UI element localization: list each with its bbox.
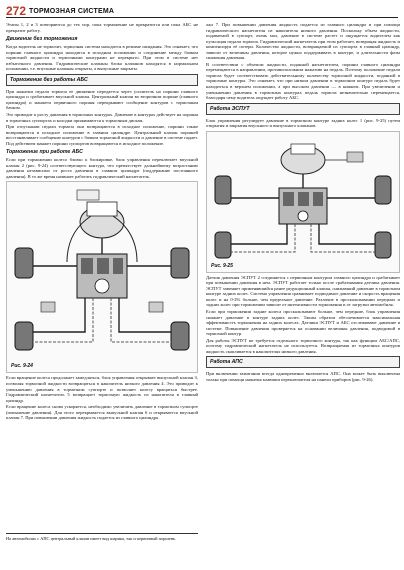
- paragraph-braking-3: При отпускании педали тормоза они возвращаются в исходное положение, поршни также возвращаются в исходное положение в главном цилиндре. Центральный клапан поршней восстанавливает сообщение контуров с бачком тормозной жидкости и давление в системе падает. Под действием манжет поршни суппортов возвращаются в исходное положение.: [6, 124, 198, 146]
- paragraph-espu-1: Блок управления регулирует давление в тормозном контуре задних колес 1 (рис. 9-25) путем открытия и закрытия впускного и выпускного клапанов.: [206, 117, 400, 129]
- paragraph-no-braking: Когда водитель не тормозит, тормозная система находится в режиме ожидания. Это означает, что поршни главного цилиндра находятся в исходном положении и соединение между бачком тормозной жидкости и тормозными контурами не перекрыто. При этом в системе нет избыточного давления. Гидравлические клапаны блока клапанов находятся в нормальном положении, т.е. впускные клапаны открыты, а выпускные закрыты.: [6, 44, 198, 72]
- heading-braking-with-abs: Торможение при работе АБС: [6, 149, 83, 156]
- heading-espu-box: [206, 103, 400, 115]
- paragraph-braking-1: При нажатии педали тормоза ее движение передается через усилитель на поршни главного цилиндра и срабатывает впускной клапан. Центральный клапан во вторичном поршне (главного цилиндра) и манжета первичного поршня перекрывают сообщение контуров с тормозным бачком.: [6, 88, 198, 111]
- paragraph-abs-2: Если вращение колеса продолжает замедляться, блок управления открывает выпускной клапан 3, позволяя тормозной жидкости возвращаться в накопитель низкого давления 4. Это приводит к уменьшению давления в тормозном суппорте и позволяет колесу вращаться быстрее. Гидравлический нагнетатель 5 возвращает тормозную жидкость из накопителя в главный цилиндр.: [6, 375, 198, 403]
- figure-9-24: [6, 181, 198, 373]
- figure-9-25: [206, 131, 400, 273]
- paragraph-aps: При включении зажигания всегда одновременно включается АПС. Она может быть выключена только при помощи нажатия клавиши переключателя на панели приборов (рис. 9-26).: [206, 371, 400, 382]
- heading-braking-without-abs-box: [6, 74, 198, 86]
- intro-paragraph: Этапы 1, 2 и 3 повторяются до тех пор, пока торможение не прекратится или пока АБС не прекратит работу.: [6, 22, 198, 33]
- right-column: [206, 22, 400, 384]
- abs-hydraulic-diagram: [7, 182, 197, 370]
- heading-aps: Работа АПС: [210, 359, 243, 366]
- footnote: [6, 533, 198, 542]
- page-title: ТОРМОЗНАЯ СИСТЕМА: [29, 8, 115, 15]
- paragraph-abs-3: Если вращение колеса снова ускоряется, необходимо увеличить давление в тормозном суппорте (повышение давления). Для этого перекрывается выпускной клапан 6 и открывается впускной клапан 7. При повышении давления жидкость подается из главного цилиндра.: [6, 404, 198, 421]
- figure-9-25-caption: Рис. 9-25: [211, 262, 233, 269]
- page-number: 272: [6, 4, 27, 18]
- paragraph-continued-2: В соответствии с объемом жидкости, поданной нагнетателем, поршни главного цилиндра перемещаются в направлении, противоположном нажатию на педаль. Поэтому положение педали тормоза будет соответствовать действительному количеству тормозной жидкости, поданной в тормозные контуры. Это означает, что при низком давлении в тормозном контуре педаль будет находиться в верхнем положении, а при высоком давлении — в нижнем. При увеличении и уменьшении давления в тормозных контурах педаль тормоза незначительно перемещается, благодаря чему водитель ощущает работу АБС.: [206, 61, 400, 101]
- paragraph-abs-1: Если при торможении колесо близко к блокировке, блок управления переключает впускной клапан 2 (рис. 9-24) соответствующего контура, что препятствует дальнейшему возрастанию давления независимо от роста давления в главном цилиндре (поддержание постоянного давления). В то же время начинает работать гидравлический нагнетатель.: [6, 157, 198, 179]
- left-column: [6, 22, 198, 422]
- paragraph-espu-4: Для работы ЭСПУТ не требуется отдельного тормозного контура, так как функции АБС/АПС, поэтому гидравлический нагнетатель не используется. Возвращаемая из тормозных контуров жидкость скапливается в накопителях низкого давления.: [206, 337, 400, 354]
- espu-hydraulic-diagram: [207, 132, 399, 270]
- figure-9-24-caption: Рис. 9-24: [11, 363, 33, 370]
- page-header: [6, 3, 398, 18]
- paragraph-espu-3: Если при торможении задние колеса проскальзывают больше, чем передние, блок управления снижает давление в контуре задних колес. Таким образом обеспечивается максимальная эффективность торможения на задних колесах. Датчики ЭСПУТ и АБС отслеживают давление в системе. Повышение давления проверяется на основании величины давления, подводимой в тормозной контур.: [206, 309, 400, 337]
- heading-aps-box: [206, 356, 400, 368]
- paragraph-braking-2: Это приводит к росту давления в тормозных контурах. Давление в контурах действует на поршни в тормозных суппортах и колодки прижимаются к тормозным дискам.: [6, 112, 198, 123]
- footnote-text: На автомобилях с АПС центральный клапан имеет вид шарика, так и первичный поршень.: [6, 536, 177, 541]
- paragraph-espu-2: Датчик давления ЭСПУТ 2 соединяется с первичным контуром главного цилиндра и срабатывает при повышении давления в нем. ЭСПУТ работает только после срабатывания датчика давления. ЭСПУТ заменяет применявшийся ранее редукционный клапан, снижавший давление в тормозном контуре задних колес. Система управления сравнивает подводимое давление и скорость вращения колес и на 0-2% больше, чем предельное давление. Различие в проскальзывании передних и задних колес при торможении зависит от интенсивности торможения и от загрузки автомобиля.: [206, 274, 400, 308]
- heading-no-braking: Движение без торможения: [6, 36, 78, 43]
- paragraph-continued: лан 7. При повышении давления жидкость подается из главного цилиндра и при помощи гидравлического нагнетателя из накопителя низкого давления. Поскольку объем жидкости, подаваемой в суппорт, очень мал, давление в системе растет и ощущается водителем как пульсация педали тормоза. Гидравлический нагнетатель при этом работает, возвращая жидкость и компенсируя её потери. Количество жидкости, возвращаемой из суппорта в главный цилиндр, зависит от величины давления, которое нужно поддерживать в контуре, и длительности фазы снижения давления.: [206, 22, 400, 61]
- heading-espu: Работа ЭСПУТ: [210, 105, 250, 112]
- heading-braking-without-abs: Торможение без работы АБС: [10, 76, 88, 83]
